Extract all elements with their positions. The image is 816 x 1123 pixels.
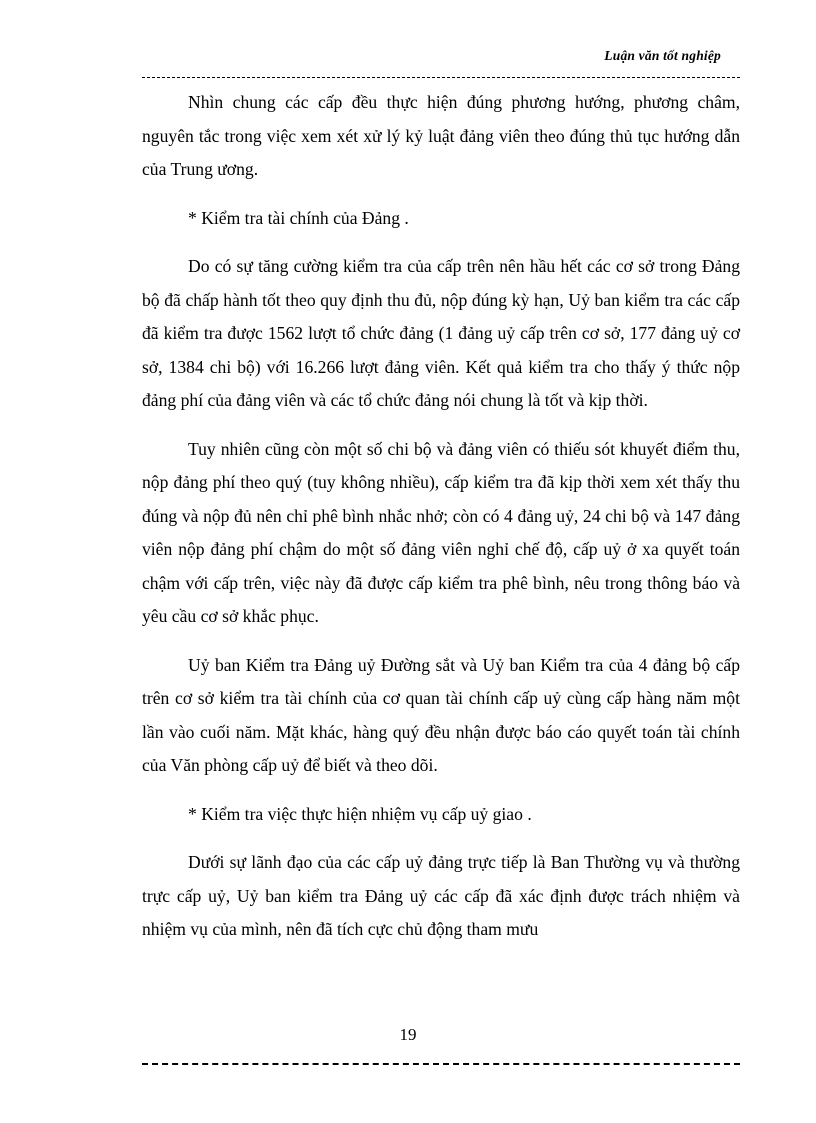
paragraph-conclusion: Nhìn chung các cấp đều thực hiện đúng phương hướng, phương châm, nguyên tắc trong việc xem xét xử lý kỷ luật đảng viên theo đúng thủ tục hướng dẫn của Trung ương. bbox=[142, 92, 740, 179]
section-heading-task-inspection: * Kiểm tra việc thực hiện nhiệm vụ cấp uỷ giao . bbox=[188, 803, 532, 824]
paragraph-financial-results: Do có sự tăng cường kiểm tra của cấp trên nên hầu hết các cơ sở trong Đảng bộ đã chấp hành tốt theo quy định thu đủ, nộp đúng kỳ hạn, Uỷ ban kiểm tra các cấp đã kiểm tra được 1562 lượt tổ chức đảng (1 đảng uỷ cấp trên cơ sở, 177 đảng uỷ cơ sở, 1384 chi bộ) với 16.266 lượt đảng viên. Kết quả kiểm tra cho thấy ý thức nộp đảng phí của đảng viên và các tổ chức đảng nói chung là tốt và kịp thời. bbox=[142, 256, 740, 410]
page-body bbox=[142, 86, 740, 962]
page-number: 19 bbox=[399, 1025, 417, 1044]
running-header-title: Luận văn tốt nghiệp bbox=[604, 48, 721, 63]
paragraph-leadership: Dưới sự lãnh đạo của các cấp uỷ đảng trực tiếp là Ban Thường vụ và thường trực cấp uỷ, Uỷ ban kiểm tra Đảng uỷ các cấp đã xác định được trách nhiệm và nhiệm vụ của mình, nên đã tích cực chủ động tham mưu bbox=[142, 852, 740, 939]
header-divider bbox=[142, 77, 740, 78]
paragraph-financial-shortcomings: Tuy nhiên cũng còn một số chi bộ và đảng viên có thiếu sót khuyết điểm thu, nộp đảng phí theo quý (tuy không nhiều), cấp kiểm tra đã kịp thời xem xét thấy thu đúng và nộp đủ nên chỉ phê bình nhắc nhở; còn có 4 đảng uỷ, 24 chi bộ và 147 đảng viên nộp đảng phí chậm do một số đảng viên nghỉ chế độ, cấp uỷ ở xa quyết toán chậm với cấp trên, việc này đã được cấp kiểm tra phê bình, nêu trong thông báo và yêu cầu cơ sở khắc phục. bbox=[142, 438, 740, 626]
section-heading-financial-inspection: * Kiểm tra tài chính của Đảng . bbox=[188, 207, 409, 228]
paragraph-annual-inspection: Uỷ ban Kiểm tra Đảng uỷ Đường sắt và Uỷ ban Kiểm tra của 4 đảng bộ cấp trên cơ sở kiểm tra tài chính của cơ quan tài chính cấp uỷ cùng cấp hàng năm một lần vào cuối năm. Mặt khác, hàng quý đều nhận được báo cáo quyết toán tài chính của Văn phòng cấp uỷ để biết và theo dõi. bbox=[142, 654, 740, 775]
footer-divider bbox=[142, 1063, 740, 1065]
